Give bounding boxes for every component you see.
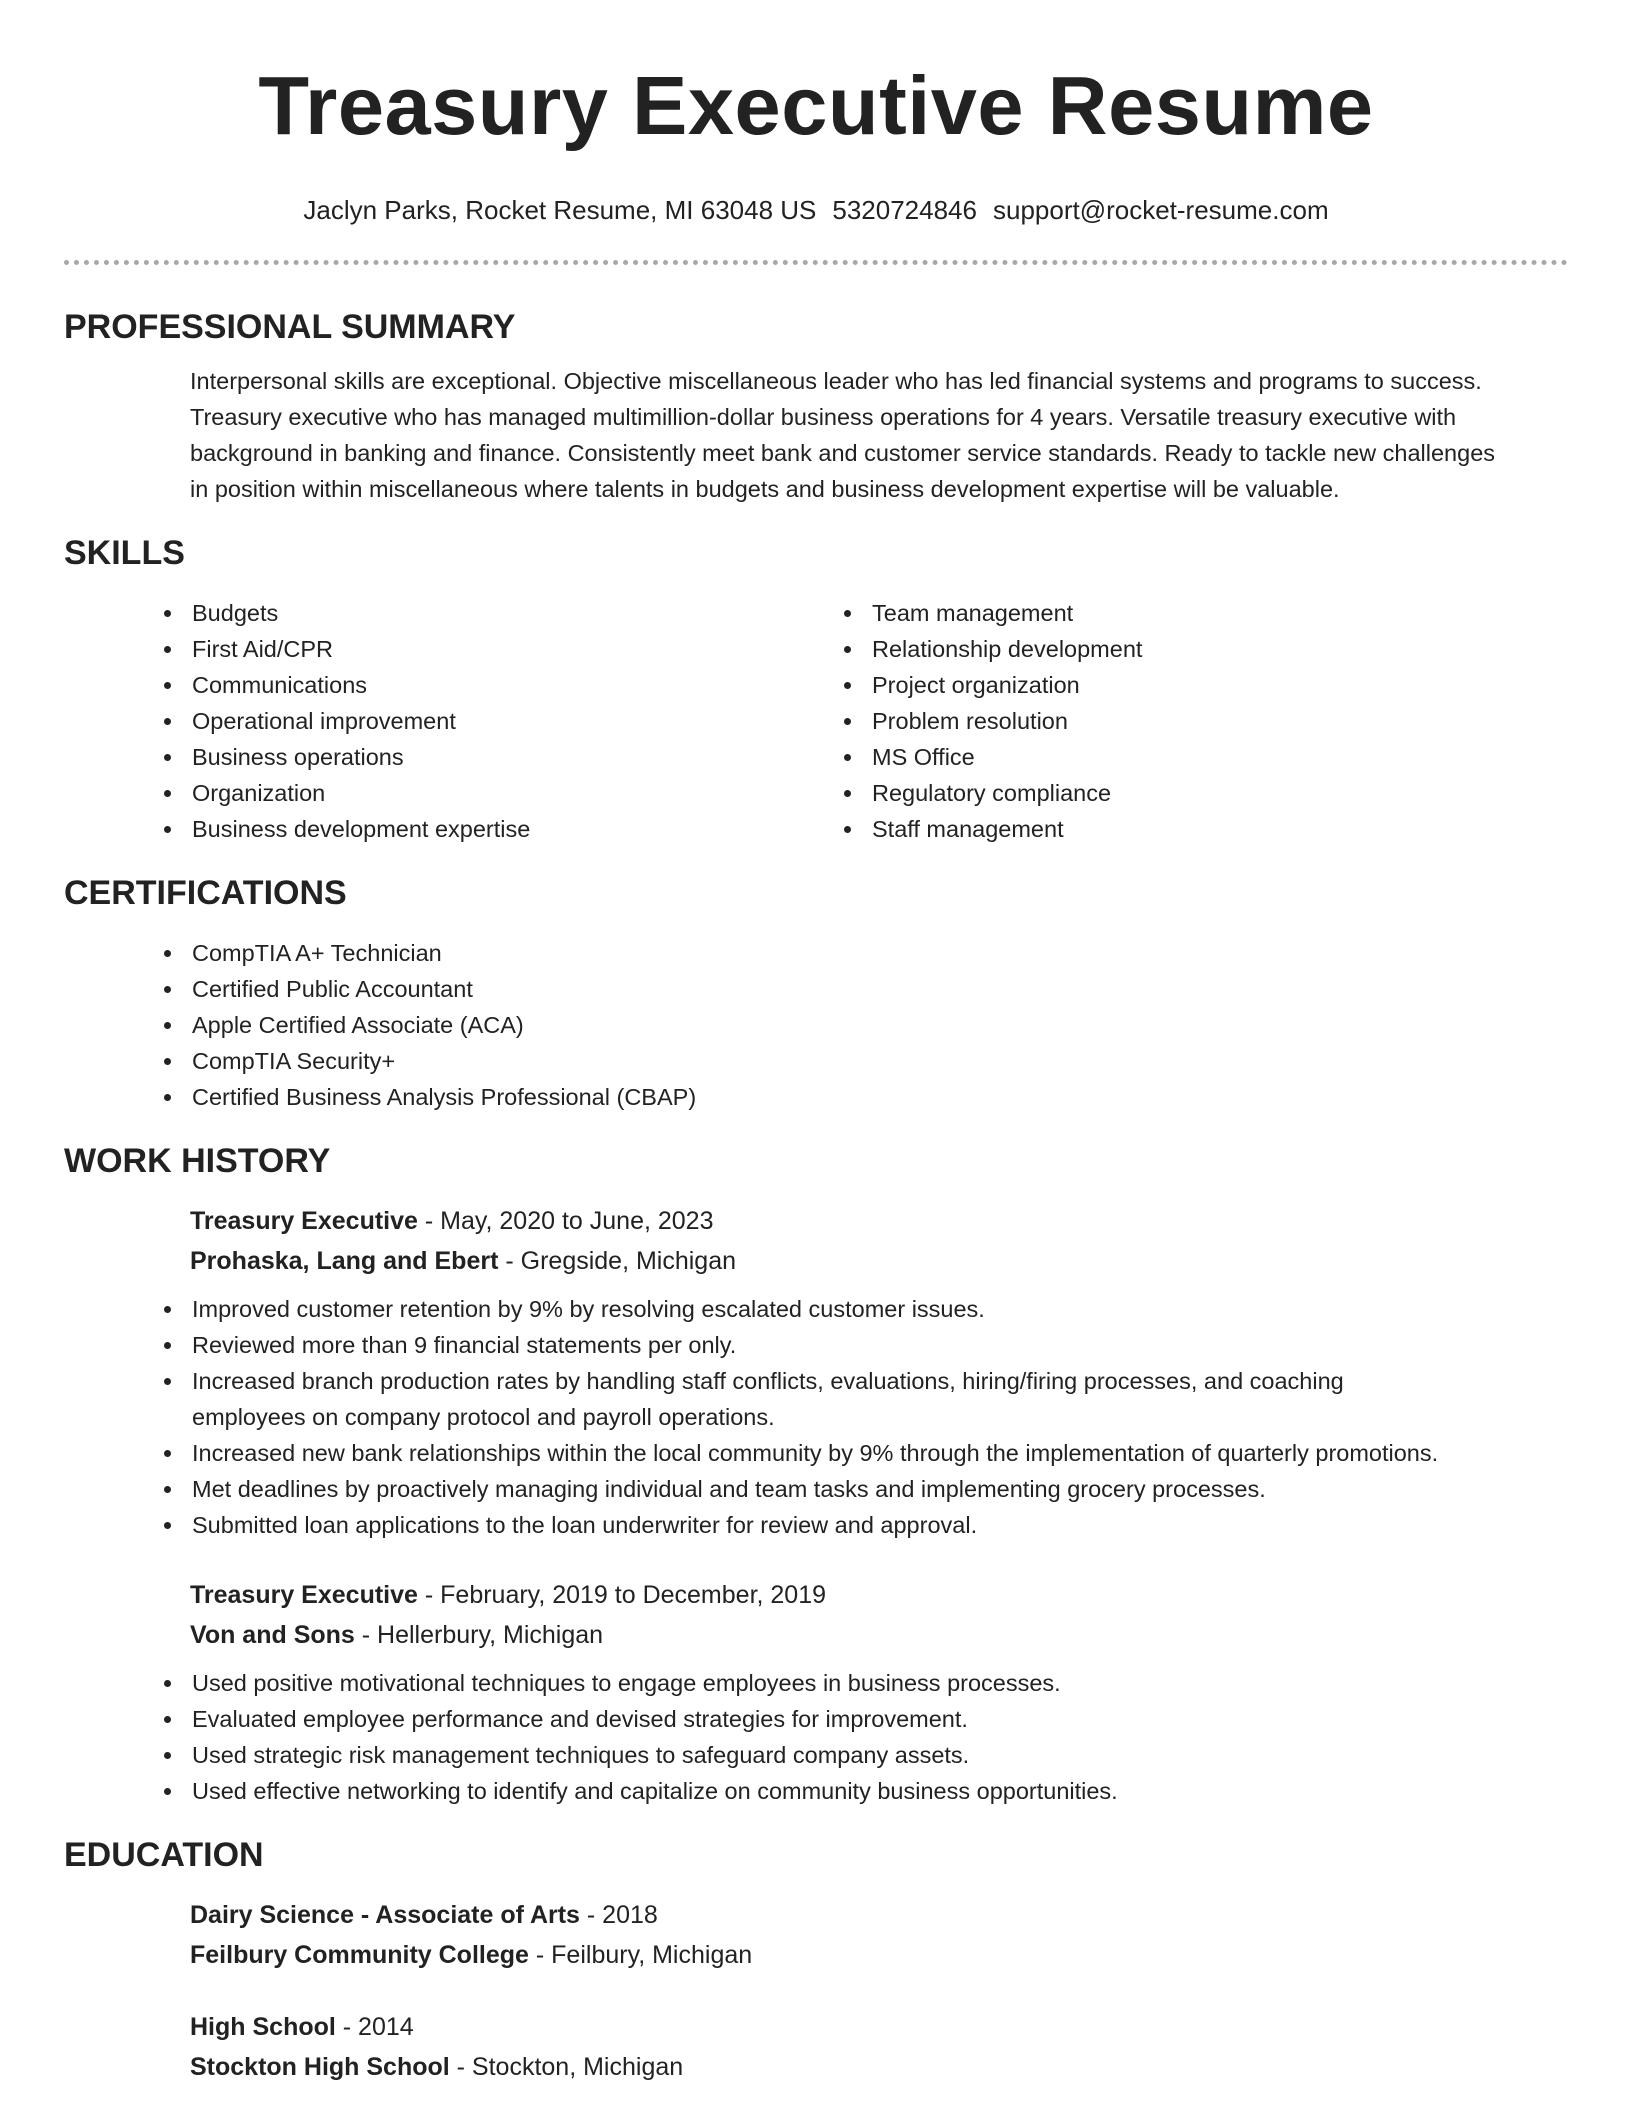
certifications-section — [64, 873, 1568, 1115]
skills-right-list — [828, 595, 1508, 847]
certification-item: Certified Business Analysis Professional (CBAP) — [148, 1079, 1568, 1115]
job-title: Treasury Executive — [190, 1207, 418, 1235]
skill-item: Business operations — [148, 739, 828, 775]
certification-item: Apple Certified Associate (ACA) — [148, 1007, 1568, 1043]
education-location: - Feilbury, Michigan — [528, 1941, 753, 1969]
summary-line: Treasury executive who has managed multimillion-dollar business operations for 4 years. Versatile treasury executive with — [190, 404, 1457, 430]
job-bullets — [148, 1291, 1568, 1543]
job-title: Treasury Executive — [190, 1581, 418, 1609]
education-degree-line — [190, 2007, 1568, 2047]
summary-heading: PROFESSIONAL SUMMARY — [64, 308, 516, 346]
summary-section — [64, 307, 1568, 507]
education-school-line — [190, 1935, 1568, 1975]
certifications-heading: CERTIFICATIONS — [64, 874, 347, 912]
job-location: - Gregside, Michigan — [498, 1247, 737, 1275]
job-title-line — [190, 1201, 1568, 1241]
education-location: - Stockton, Michigan — [449, 2053, 684, 2081]
skills-grid — [64, 595, 1568, 847]
certification-item: CompTIA A+ Technician — [148, 935, 1568, 971]
job-bullet: Increased new bank relationships within the local community by 9% through the implementation of quarterly promotions. — [148, 1435, 1568, 1471]
education-heading: EDUCATION — [64, 1836, 264, 1874]
certification-item: Certified Public Accountant — [148, 971, 1568, 1007]
job-bullet: Increased branch production rates by handling staff conflicts, evaluations, hiring/firing processes, and coaching employees on company protocol and payroll operations. — [148, 1363, 1568, 1435]
work-history-section — [64, 1141, 1568, 1809]
education-school: Feilbury Community College — [190, 1941, 529, 1969]
education-school: Stockton High School — [190, 2053, 450, 2081]
job-dates: - May, 2020 to June, 2023 — [417, 1207, 714, 1235]
skills-left-list — [148, 595, 828, 847]
skill-item: Project organization — [828, 667, 1508, 703]
skill-item: Regulatory compliance — [828, 775, 1508, 811]
skills-heading: SKILLS — [64, 534, 185, 572]
job-bullet: Used positive motivational techniques to engage employees in business processes. — [148, 1665, 1568, 1701]
education-degree-line — [190, 1895, 1568, 1935]
skill-item: Staff management — [828, 811, 1508, 847]
contact-address: Jaclyn Parks, Rocket Resume, MI 63048 US — [303, 195, 817, 225]
job-dates: - February, 2019 to December, 2019 — [417, 1581, 827, 1609]
job-bullet: Reviewed more than 9 financial statements per only. — [148, 1327, 1568, 1363]
job-company-line — [190, 1241, 1568, 1281]
education-degree: High School — [190, 2013, 336, 2041]
contact-phone: 5320724846 — [832, 195, 977, 225]
job-bullet: Improved customer retention by 9% by resolving escalated customer issues. — [148, 1291, 1568, 1327]
education-entry — [64, 2007, 1568, 2087]
resume-title: Treasury Executive Resume — [258, 59, 1374, 152]
job-title-line — [190, 1575, 1568, 1615]
job-bullet: Evaluated employee performance and devised strategies for improvement. — [148, 1701, 1568, 1737]
skill-item: Business development expertise — [148, 811, 828, 847]
skill-item: Budgets — [148, 595, 828, 631]
education-section — [64, 1835, 1568, 2087]
summary-line: background in banking and finance. Consistently meet bank and customer service standards. Ready to tackle new challenges — [190, 440, 1496, 466]
certification-item: CompTIA Security+ — [148, 1043, 1568, 1079]
header-divider — [64, 260, 1568, 265]
job-bullet: Met deadlines by proactively managing individual and team tasks and implementing grocery processes. — [148, 1471, 1568, 1507]
skill-item: MS Office — [828, 739, 1508, 775]
job-company-line — [190, 1615, 1568, 1655]
job-location: - Hellerbury, Michigan — [354, 1621, 604, 1649]
job-bullet: Submitted loan applications to the loan underwriter for review and approval. — [148, 1507, 1568, 1543]
education-entry — [64, 1895, 1568, 1975]
education-year: - 2014 — [335, 2013, 414, 2041]
skill-item: Communications — [148, 667, 828, 703]
summary-text — [64, 363, 1568, 507]
summary-line: in position within miscellaneous where talents in budgets and business development expertise will be valuable. — [190, 476, 1340, 502]
education-school-line — [190, 2047, 1568, 2087]
certifications-list — [148, 935, 1568, 1115]
skill-item: Problem resolution — [828, 703, 1508, 739]
education-degree: Dairy Science - Associate of Arts — [190, 1901, 580, 1929]
education-year: - 2018 — [579, 1901, 658, 1929]
job-bullet: Used effective networking to identify and capitalize on community business opportunities. — [148, 1773, 1568, 1809]
skill-item: Relationship development — [828, 631, 1508, 667]
skill-item: Team management — [828, 595, 1508, 631]
skills-section — [64, 533, 1568, 847]
job-entry — [64, 1575, 1568, 1809]
job-company: Von and Sons — [190, 1621, 355, 1649]
summary-line: Interpersonal skills are exceptional. Objective miscellaneous leader who has led financial systems and programs to success. — [190, 368, 1482, 394]
skill-item: Operational improvement — [148, 703, 828, 739]
job-bullet: Used strategic risk management techniques to safeguard company assets. — [148, 1737, 1568, 1773]
job-bullets — [148, 1665, 1568, 1809]
skill-item: Organization — [148, 775, 828, 811]
job-company: Prohaska, Lang and Ebert — [190, 1247, 499, 1275]
contact-line — [64, 194, 1568, 226]
job-entry — [64, 1201, 1568, 1543]
work-history-heading: WORK HISTORY — [64, 1142, 331, 1180]
contact-email: support@rocket-resume.com — [992, 195, 1329, 225]
skill-item: First Aid/CPR — [148, 631, 828, 667]
